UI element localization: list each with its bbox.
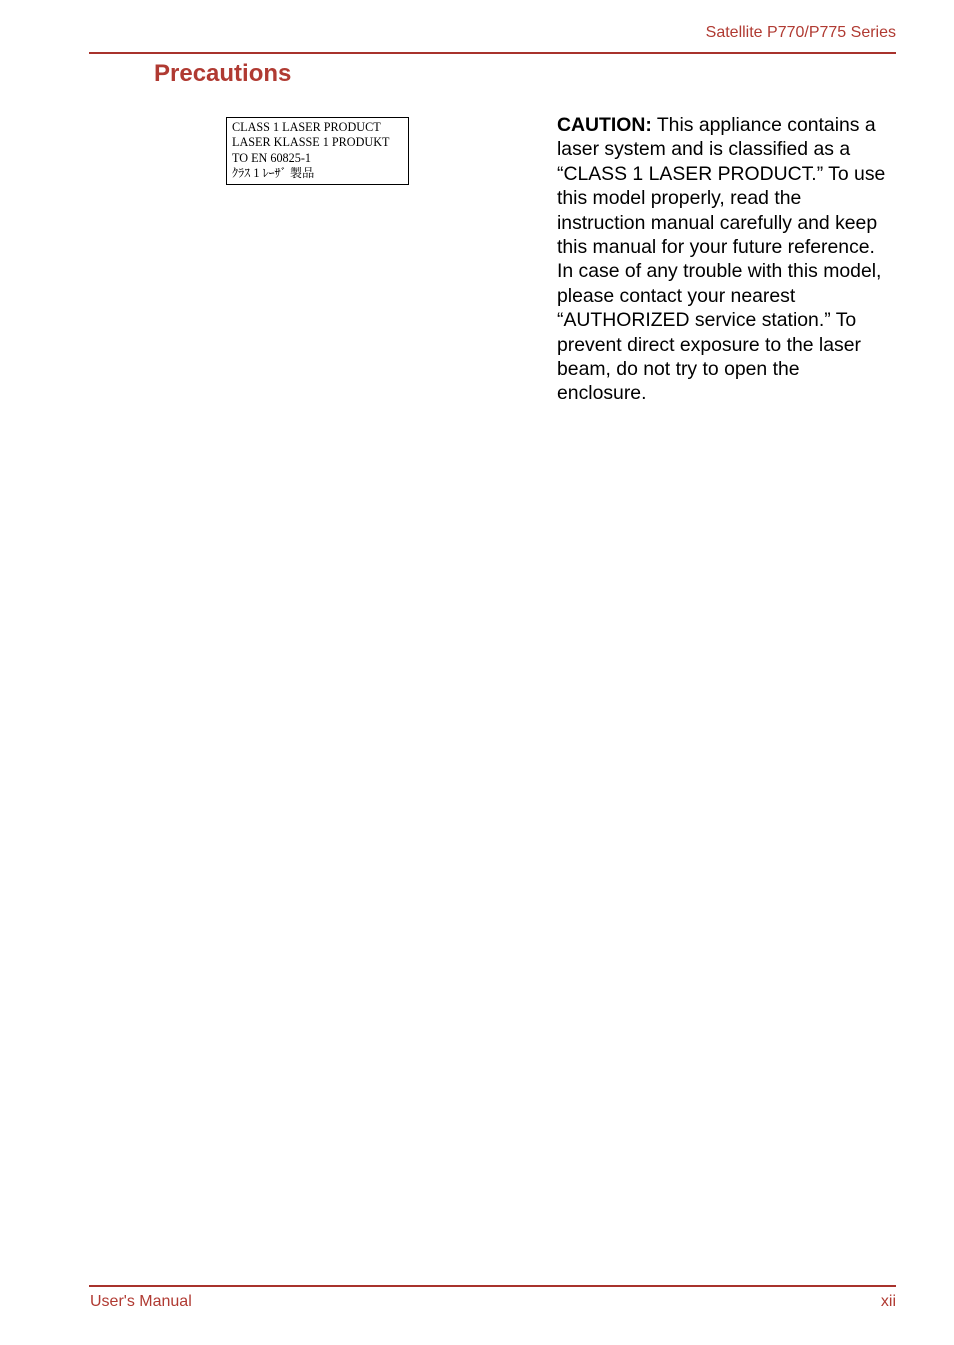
- laser-label-line: ｸﾗｽ 1 ﾚｰｻﾞ 製品: [232, 166, 315, 181]
- header-divider: [89, 52, 896, 54]
- laser-class-label: [226, 117, 409, 185]
- footer-divider: [89, 1285, 896, 1287]
- caution-label: CAUTION:: [557, 114, 652, 136]
- footer-manual-title: User's Manual: [90, 1293, 192, 1310]
- caution-paragraph: [557, 113, 893, 406]
- section-heading: Precautions: [154, 60, 292, 87]
- caution-body: This appliance contains a laser system and is classified as a “CLASS 1 LASER PRODUCT.” To use this model properly, read the instruction manual carefully and keep this manual for your future reference. In case of any trouble with this model, please contact your nearest “AUTHORIZED service station.” To prevent direct exposure to the laser beam, do not try to open the enclosure.: [557, 114, 886, 405]
- laser-label-line: TO EN 60825-1: [232, 150, 311, 165]
- laser-label-line: LASER KLASSE 1 PRODUKT: [232, 135, 390, 150]
- laser-label-line: CLASS 1 LASER PRODUCT: [232, 120, 381, 134]
- running-header: Satellite P770/P775 Series: [705, 24, 896, 41]
- page-number: xii: [880, 1293, 896, 1310]
